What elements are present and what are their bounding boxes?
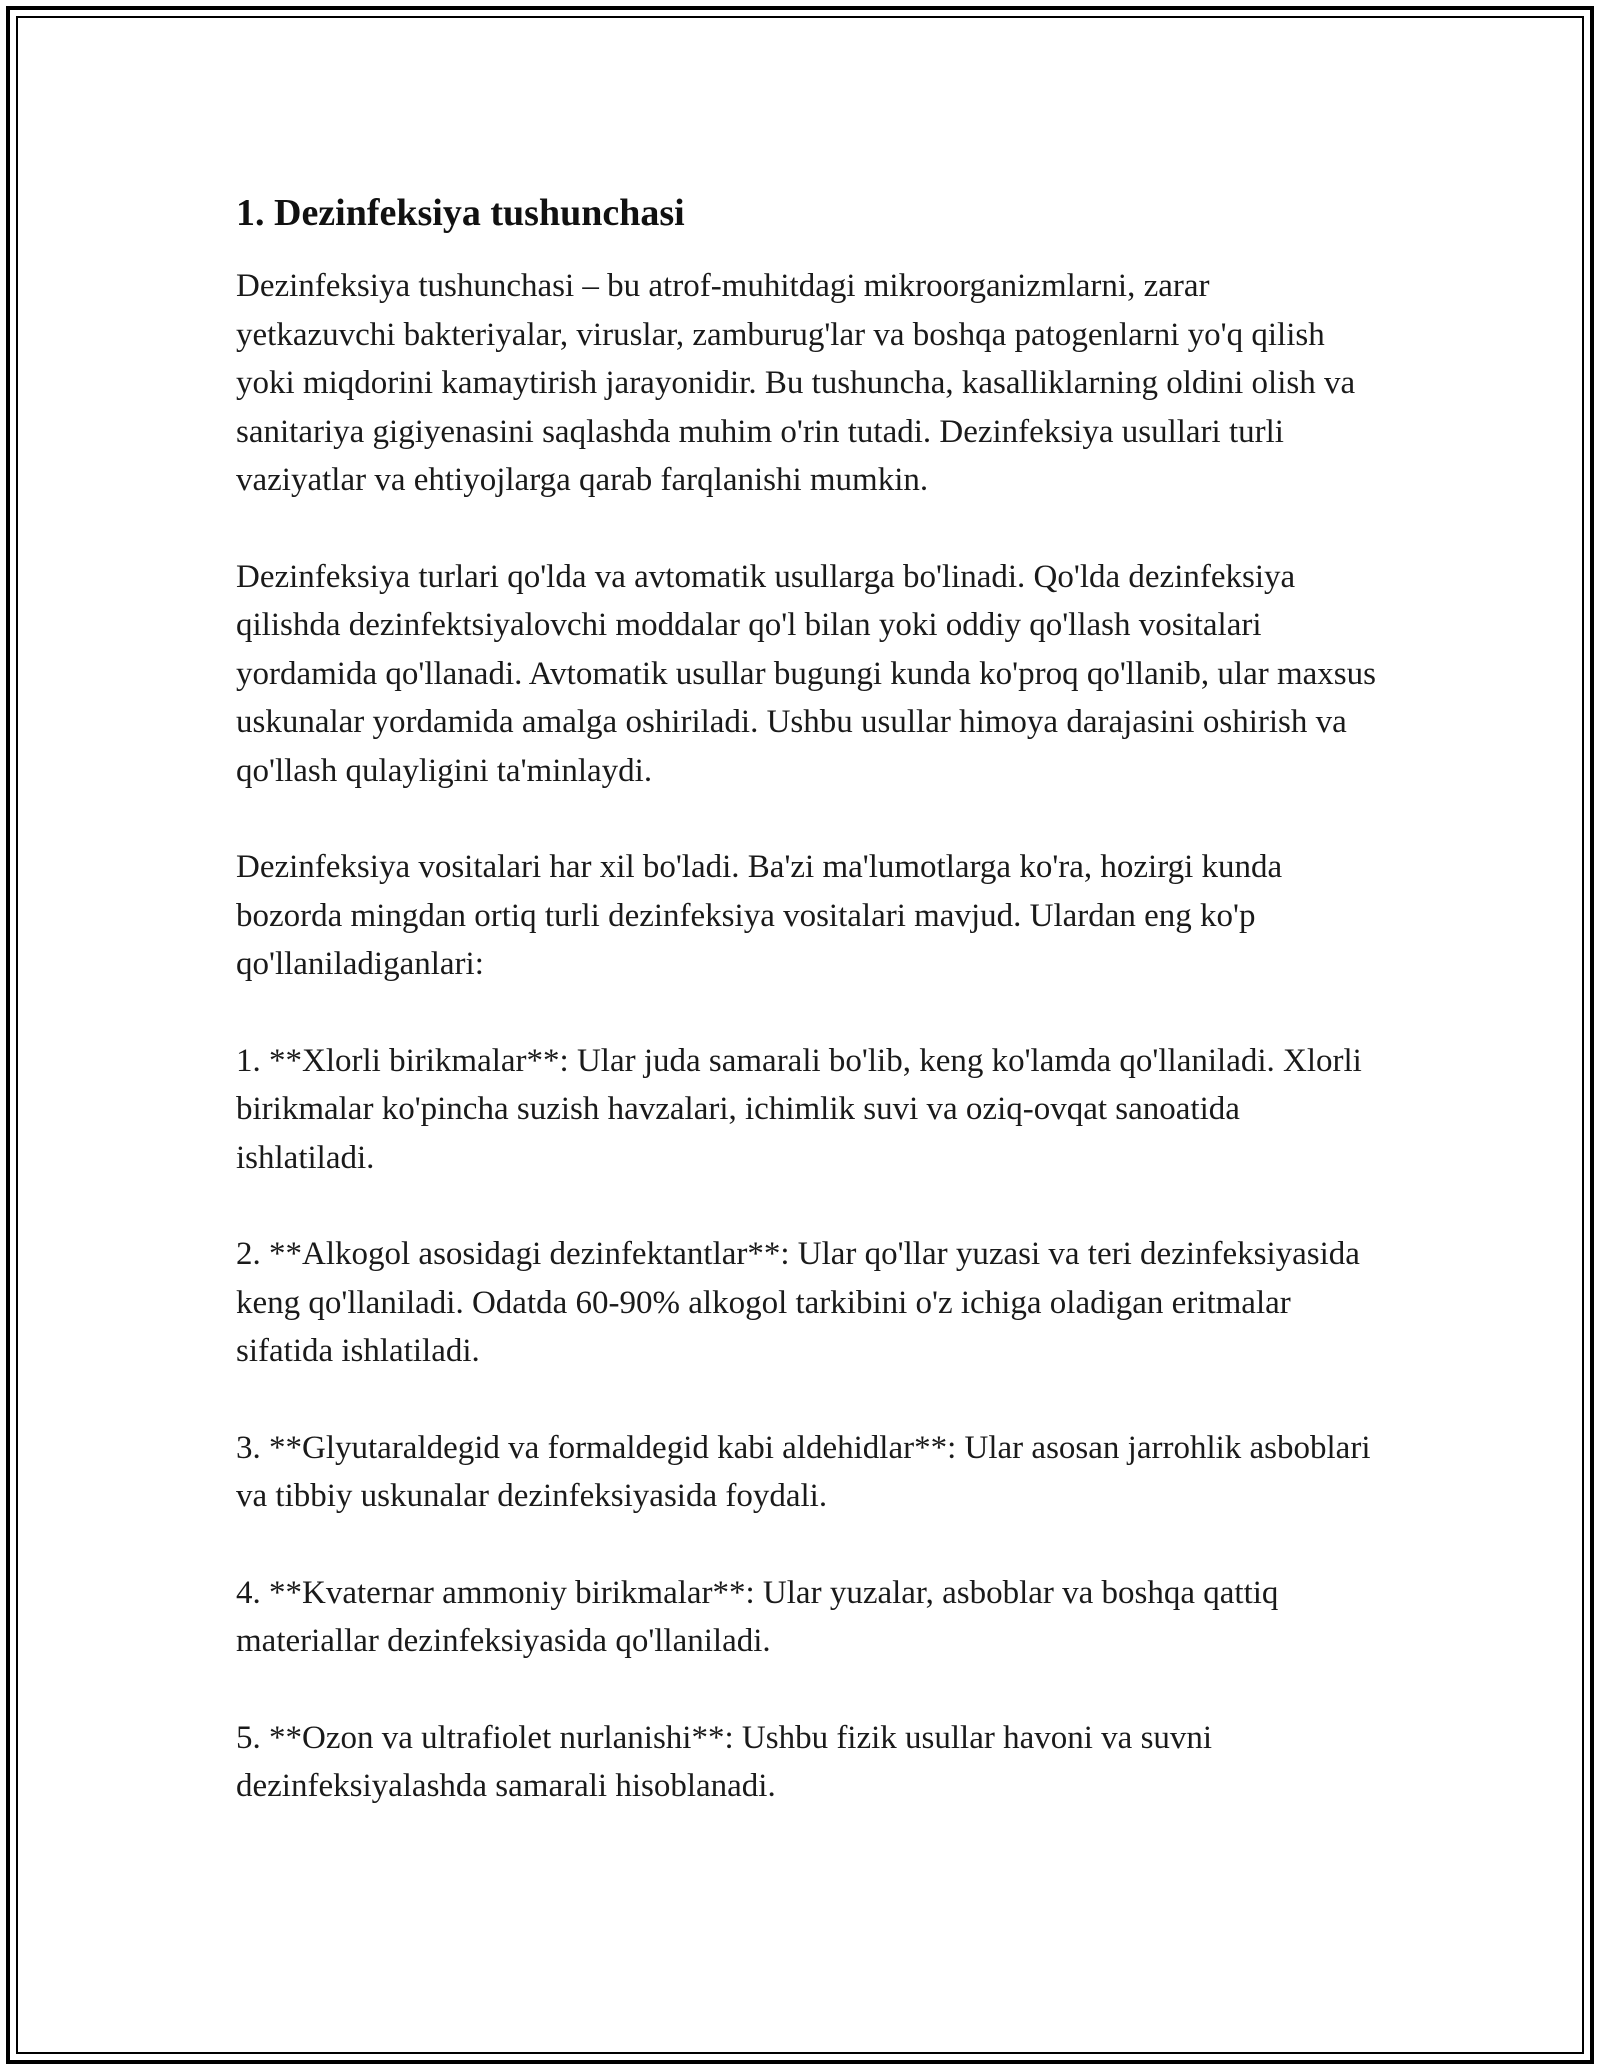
list-item-alcohol: 2. **Alkogol asosidagi dezinfektantlar**: Ular qo'llar yuzasi va teri dezinfeksiyasida keng qo'llaniladi. Odatda 60-90% alkogol tarkibini o'z ichiga oladigan eritmalar sifatida ishlatiladi. <box>236 1236 1360 1369</box>
section-heading: 1. Dezinfeksiya tushunchasi <box>236 192 685 234</box>
list-item-aldehydes: 3. **Glyutaraldegid va formaldegid kabi aldehidlar**: Ular asosan jarrohlik asboblari va tibbiy uskunalar dezinfeksiyasida foydali. <box>236 1429 1371 1514</box>
list-item-ozone-uv: 5. **Ozon va ultrafiolet nurlanishi**: Ushbu fizik usullar havoni va suvni dezinfeksiyalashda samarali hisoblanadi. <box>236 1719 1213 1804</box>
paragraph-agents-intro: Dezinfeksiya vositalari har xil bo'ladi. Ba'zi ma'lumotlarga ko'ra, hozirgi kunda bozorda mingdan ortiq turli dezinfeksiya vositalari mavjud. Ulardan eng ko'p qo'llaniladiganlari: <box>236 849 1283 982</box>
paragraph-definition: Dezinfeksiya tushunchasi – bu atrof-muhitdagi mikroorganizmlarni, zarar yetkazuvchi bakteriyalar, viruslar, zamburug'lar va boshqa patogenlarni yo'q qilish yoki miqdorini kamaytirish jarayonidir. Bu tushuncha, kasalliklarning oldini olish va sanitariya gigiyenasini saqlashda muhim o'rin tutadi. Dezinfeksiya usullari turli vaziyatlar va ehtiyojlarga qarab farqlanishi mumkin. <box>236 268 1356 498</box>
document-body <box>236 188 1376 1811</box>
list-item-quaternary-ammonium: 4. **Kvaternar ammoniy birikmalar**: Ular yuzalar, asboblar va boshqa qattiq materiallar dezinfeksiyasida qo'llaniladi. <box>236 1574 1279 1659</box>
paragraph-types: Dezinfeksiya turlari qo'lda va avtomatik usullarga bo'linadi. Qo'lda dezinfeksiya qilishda dezinfektsiyalovchi moddalar qo'l bilan yoki oddiy qo'llash vositalari yordamida qo'llanadi. Avtomatik usullar bugungi kunda ko'proq qo'llanib, ular maxsus uskunalar yordamida amalga oshiriladi. Ushbu usullar himoya darajasini oshirish va qo'llash qulayligini ta'minlaydi. <box>236 558 1376 789</box>
list-item-chlorine: 1. **Xlorli birikmalar**: Ular juda samarali bo'lib, keng ko'lamda qo'llaniladi. Xlorli birikmalar ko'pincha suzish havzalari, ichimlik suvi va oziq-ovqat sanoatida ishlatiladi. <box>236 1042 1362 1176</box>
